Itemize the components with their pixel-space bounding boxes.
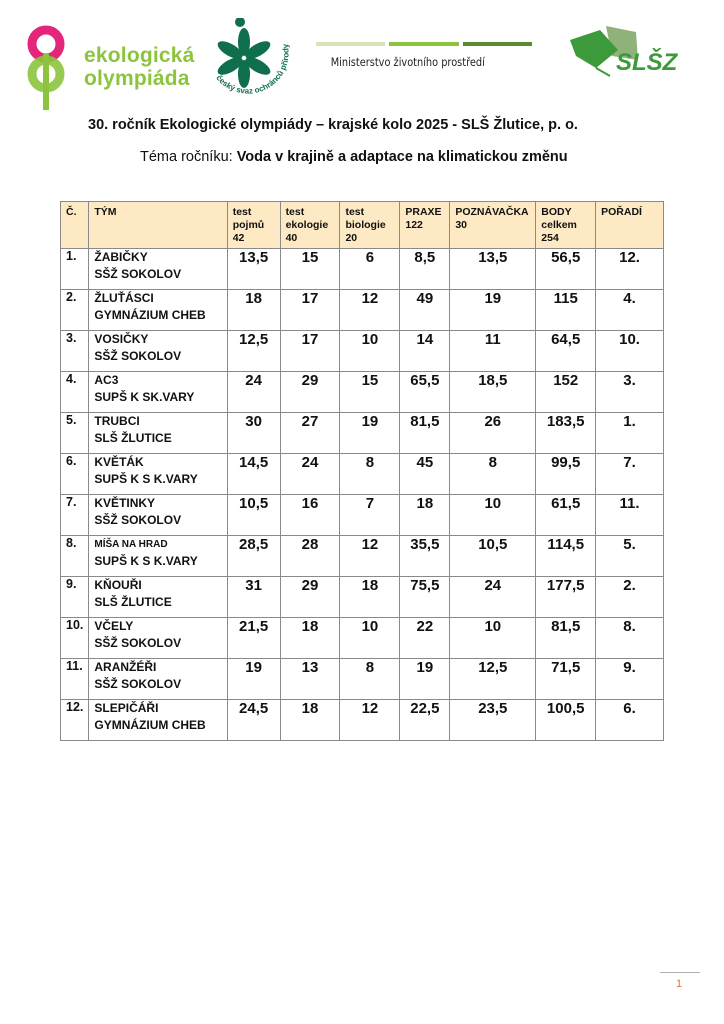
col-header-praxe: PRAXE 122	[400, 202, 450, 249]
score-pojmu: 14,5	[227, 454, 280, 495]
score-ekologie: 18	[280, 618, 340, 659]
score-poznavacka: 18,5	[450, 372, 536, 413]
score-ekologie: 24	[280, 454, 340, 495]
score-ekologie: 27	[280, 413, 340, 454]
score-poradi: 3.	[596, 372, 664, 413]
school-name: SLŠ ŽLUTICE	[94, 595, 172, 609]
eo-line2: olympiáda	[84, 67, 190, 90]
school-name: GYMNÁZIUM CHEB	[94, 308, 206, 322]
theme-label: Téma ročníku:	[140, 149, 237, 165]
score-pojmu: 24	[227, 372, 280, 413]
table-row	[61, 454, 664, 495]
logo-bar	[0, 0, 724, 110]
score-poradi: 2.	[596, 577, 664, 618]
score-praxe: 22	[400, 618, 450, 659]
score-pojmu: 24,5	[227, 700, 280, 741]
row-number: 1.	[61, 249, 89, 290]
score-body: 152	[536, 372, 596, 413]
team-name: VOSIČKY	[94, 332, 149, 346]
score-praxe: 14	[400, 331, 450, 372]
csop-logo	[204, 18, 290, 104]
score-praxe: 81,5	[400, 413, 450, 454]
score-biologie: 10	[340, 331, 400, 372]
results-table	[60, 201, 664, 741]
score-praxe: 22,5	[400, 700, 450, 741]
table-row	[61, 331, 664, 372]
ekologicka-olympiada-logo	[26, 24, 196, 114]
score-poradi: 10.	[596, 331, 664, 372]
score-pojmu: 21,5	[227, 618, 280, 659]
score-poradi: 7.	[596, 454, 664, 495]
score-biologie: 19	[340, 413, 400, 454]
score-biologie: 8	[340, 454, 400, 495]
school-name: SLŠ ŽLUTICE	[94, 431, 172, 445]
score-poradi: 5.	[596, 536, 664, 577]
school-name: SŠŽ SOKOLOV	[94, 267, 182, 281]
row-number: 7.	[61, 495, 89, 536]
team-name: AC3	[94, 373, 119, 387]
score-poznavacka: 10,5	[450, 536, 536, 577]
score-body: 115	[536, 290, 596, 331]
team-name: ŽLUŤÁSCI	[94, 291, 154, 305]
score-body: 56,5	[536, 249, 596, 290]
table-row	[61, 536, 664, 577]
score-praxe: 35,5	[400, 536, 450, 577]
row-number: 4.	[61, 372, 89, 413]
school-name: SŠŽ SOKOLOV	[94, 513, 182, 527]
row-number: 6.	[61, 454, 89, 495]
school-name: SŠŽ SOKOLOV	[94, 636, 182, 650]
slsz-logo	[566, 22, 706, 80]
row-number: 8.	[61, 536, 89, 577]
score-ekologie: 29	[280, 577, 340, 618]
score-poradi: 4.	[596, 290, 664, 331]
score-praxe: 45	[400, 454, 450, 495]
school-name: SUPŠ K S K.VARY	[94, 472, 198, 486]
score-poznavacka: 24	[450, 577, 536, 618]
theme-value: Voda v krajině a adaptace na klimatickou změnu	[236, 149, 568, 165]
score-poznavacka: 10	[450, 495, 536, 536]
eo-line1: ekologická	[84, 44, 195, 67]
score-pojmu: 10,5	[227, 495, 280, 536]
score-body: 64,5	[536, 331, 596, 372]
score-poradi: 6.	[596, 700, 664, 741]
score-biologie: 8	[340, 659, 400, 700]
score-pojmu: 18	[227, 290, 280, 331]
mzp-logo	[316, 42, 532, 82]
score-poznavacka: 23,5	[450, 700, 536, 741]
table-row	[61, 413, 664, 454]
mzp-bars	[316, 42, 532, 46]
team-cell	[89, 454, 227, 495]
team-cell	[89, 495, 227, 536]
score-pojmu: 30	[227, 413, 280, 454]
table-row	[61, 372, 664, 413]
score-poradi: 11.	[596, 495, 664, 536]
slsz-leaf-icon	[566, 22, 706, 80]
score-biologie: 7	[340, 495, 400, 536]
school-name: SŠŽ SOKOLOV	[94, 677, 182, 691]
score-praxe: 19	[400, 659, 450, 700]
theme-line	[140, 149, 568, 165]
team-cell	[89, 618, 227, 659]
score-poznavacka: 26	[450, 413, 536, 454]
col-header-poznavacka: POZNÁVAČKA 30	[450, 202, 536, 249]
score-ekologie: 16	[280, 495, 340, 536]
score-pojmu: 13,5	[227, 249, 280, 290]
olympiada-rings-icon	[26, 24, 66, 114]
score-ekologie: 28	[280, 536, 340, 577]
mzp-text: Ministerstvo životního prostředí	[330, 55, 485, 69]
score-ekologie: 29	[280, 372, 340, 413]
score-body: 177,5	[536, 577, 596, 618]
team-cell	[89, 372, 227, 413]
team-name: SLEPIČÁŘI	[94, 701, 159, 715]
score-biologie: 18	[340, 577, 400, 618]
score-ekologie: 18	[280, 700, 340, 741]
score-biologie: 10	[340, 618, 400, 659]
score-poradi: 8.	[596, 618, 664, 659]
score-praxe: 49	[400, 290, 450, 331]
score-ekologie: 17	[280, 290, 340, 331]
page-number: 1	[676, 978, 683, 990]
score-biologie: 12	[340, 536, 400, 577]
team-name: KŇOUŘI	[94, 578, 142, 592]
team-name: KVĚTÁK	[94, 455, 144, 469]
table-row	[61, 290, 664, 331]
score-body: 100,5	[536, 700, 596, 741]
school-name: SUPŠ K SK.VARY	[94, 390, 195, 404]
score-body: 114,5	[536, 536, 596, 577]
row-number: 2.	[61, 290, 89, 331]
team-name: ARANŽÉŘI	[94, 660, 157, 674]
score-poradi: 9.	[596, 659, 664, 700]
team-cell	[89, 700, 227, 741]
page-title: 30. ročník Ekologické olympiády – krajské kolo 2025 - SLŠ Žlutice, p. o.	[88, 117, 578, 133]
col-header-no: Č.	[61, 202, 89, 249]
score-poznavacka: 10	[450, 618, 536, 659]
team-name: TRUBCI	[94, 414, 140, 428]
school-name: SŠŽ SOKOLOV	[94, 349, 182, 363]
score-pojmu: 31	[227, 577, 280, 618]
score-praxe: 8,5	[400, 249, 450, 290]
score-poradi: 12.	[596, 249, 664, 290]
school-name: GYMNÁZIUM CHEB	[94, 718, 206, 732]
score-biologie: 12	[340, 290, 400, 331]
score-poznavacka: 11	[450, 331, 536, 372]
school-name: SUPŠ K S K.VARY	[94, 554, 198, 568]
team-name: ŽABIČKY	[94, 250, 148, 264]
score-poznavacka: 12,5	[450, 659, 536, 700]
score-ekologie: 15	[280, 249, 340, 290]
col-header-pojmu: test pojmů 42	[227, 202, 280, 249]
score-biologie: 12	[340, 700, 400, 741]
row-number: 9.	[61, 577, 89, 618]
score-biologie: 15	[340, 372, 400, 413]
table-row	[61, 618, 664, 659]
table-row	[61, 577, 664, 618]
team-cell	[89, 290, 227, 331]
score-body: 71,5	[536, 659, 596, 700]
score-praxe: 65,5	[400, 372, 450, 413]
slsz-text: SLŠZ	[616, 49, 678, 76]
score-body: 81,5	[536, 618, 596, 659]
team-name: VČELY	[94, 619, 134, 633]
row-number: 10.	[61, 618, 89, 659]
team-cell	[89, 577, 227, 618]
ekologicka-olympiada-text	[84, 44, 195, 90]
col-header-ekologie: test ekologie 40	[280, 202, 340, 249]
row-number: 3.	[61, 331, 89, 372]
table-row	[61, 659, 664, 700]
csop-flower-icon	[204, 18, 290, 104]
score-pojmu: 28,5	[227, 536, 280, 577]
footer-line	[660, 972, 700, 973]
col-header-biologie: test biologie 20	[340, 202, 400, 249]
team-cell	[89, 536, 227, 577]
col-header-body: BODY celkem 254	[536, 202, 596, 249]
score-praxe: 18	[400, 495, 450, 536]
table-header-row	[61, 202, 664, 249]
score-poznavacka: 19	[450, 290, 536, 331]
col-header-team: TÝM	[89, 202, 227, 249]
score-pojmu: 12,5	[227, 331, 280, 372]
score-body: 61,5	[536, 495, 596, 536]
score-poznavacka: 8	[450, 454, 536, 495]
score-body: 99,5	[536, 454, 596, 495]
score-poznavacka: 13,5	[450, 249, 536, 290]
team-name: KVĚTINKY	[94, 496, 156, 510]
table-row	[61, 249, 664, 290]
score-poradi: 1.	[596, 413, 664, 454]
team-name: MÍŠA NA HRAD	[94, 539, 168, 550]
row-number: 12.	[61, 700, 89, 741]
score-body: 183,5	[536, 413, 596, 454]
col-header-poradi: POŘADÍ	[596, 202, 664, 249]
team-cell	[89, 249, 227, 290]
score-pojmu: 19	[227, 659, 280, 700]
team-cell	[89, 659, 227, 700]
table-row	[61, 495, 664, 536]
score-ekologie: 13	[280, 659, 340, 700]
score-ekologie: 17	[280, 331, 340, 372]
score-praxe: 75,5	[400, 577, 450, 618]
team-cell	[89, 413, 227, 454]
team-cell	[89, 331, 227, 372]
table-row	[61, 700, 664, 741]
row-number: 5.	[61, 413, 89, 454]
score-biologie: 6	[340, 249, 400, 290]
csop-text: český svaz ochránců přírody	[214, 43, 290, 96]
row-number: 11.	[61, 659, 89, 700]
